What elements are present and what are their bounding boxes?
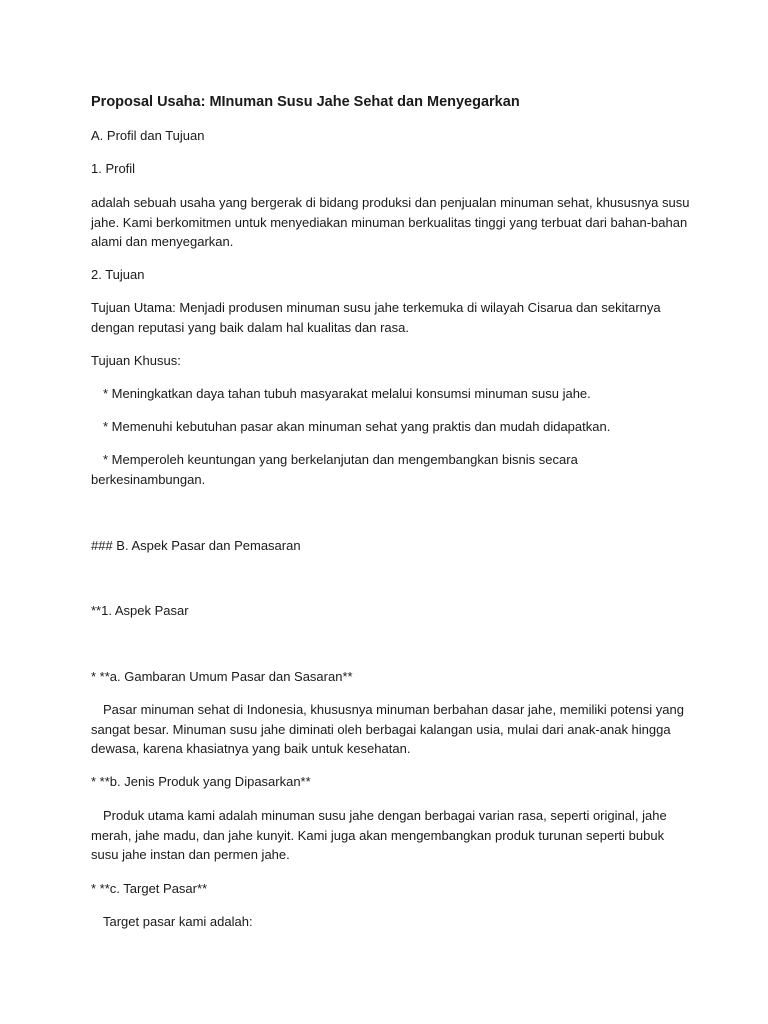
aspek-pasar-heading: **1. Aspek Pasar [91, 603, 189, 618]
section-a-heading: A. Profil dan Tujuan [91, 128, 205, 143]
document-title: Proposal Usaha: MInuman Susu Jahe Sehat dan Menyegarkan [91, 94, 520, 110]
gambaran-heading: * **a. Gambaran Umum Pasar dan Sasaran** [91, 669, 353, 684]
target-pasar-heading: * **c. Target Pasar** [91, 881, 208, 896]
profil-paragraph: adalah sebuah usaha yang bergerak di bidang produksi dan penjualan minuman sehat, khususnya susu jahe. Kami berkomitmen untuk menyediakan minuman berkualitas tinggi yang terbuat dari bahan-bahan alami dan menyegarkan. [91, 195, 690, 249]
jenis-produk-paragraph: Produk utama kami adalah minuman susu jahe dengan berbagai varian rasa, seperti original, jahe merah, jahe madu, dan jahe kunyit. Kami juga akan mengembangkan produk turunan seperti bubuk susu jahe instan dan permen jahe. [91, 808, 667, 862]
tujuan-heading: 2. Tujuan [91, 267, 145, 282]
tujuan-khusus-item: * Memperoleh keuntungan yang berkelanjutan dan mengembangkan bisnis secara berkesinambungan. [91, 452, 578, 487]
tujuan-khusus-item: * Meningkatkan daya tahan tubuh masyarakat melalui konsumsi minuman susu jahe. [103, 386, 591, 401]
section-b-heading: ### B. Aspek Pasar dan Pemasaran [91, 538, 301, 553]
tujuan-khusus-label: Tujuan Khusus: [91, 353, 181, 368]
jenis-produk-heading: * **b. Jenis Produk yang Dipasarkan** [91, 774, 311, 789]
target-pasar-paragraph: Target pasar kami adalah: [103, 914, 253, 929]
gambaran-paragraph: Pasar minuman sehat di Indonesia, khususnya minuman berbahan dasar jahe, memiliki potensi yang sangat besar. Minuman susu jahe diminati oleh berbagai kalangan usia, mulai dari anak-anak hingga dewasa, karena khasiatnya yang baik untuk kesehatan. [91, 702, 684, 756]
tujuan-khusus-item: * Memenuhi kebutuhan pasar akan minuman sehat yang praktis dan mudah didapatkan. [103, 419, 611, 434]
profil-heading: 1. Profil [91, 161, 136, 176]
tujuan-utama-paragraph: Tujuan Utama: Menjadi produsen minuman susu jahe terkemuka di wilayah Cisarua dan sekitarnya dengan reputasi yang baik dalam hal kualitas dan rasa. [91, 300, 661, 335]
